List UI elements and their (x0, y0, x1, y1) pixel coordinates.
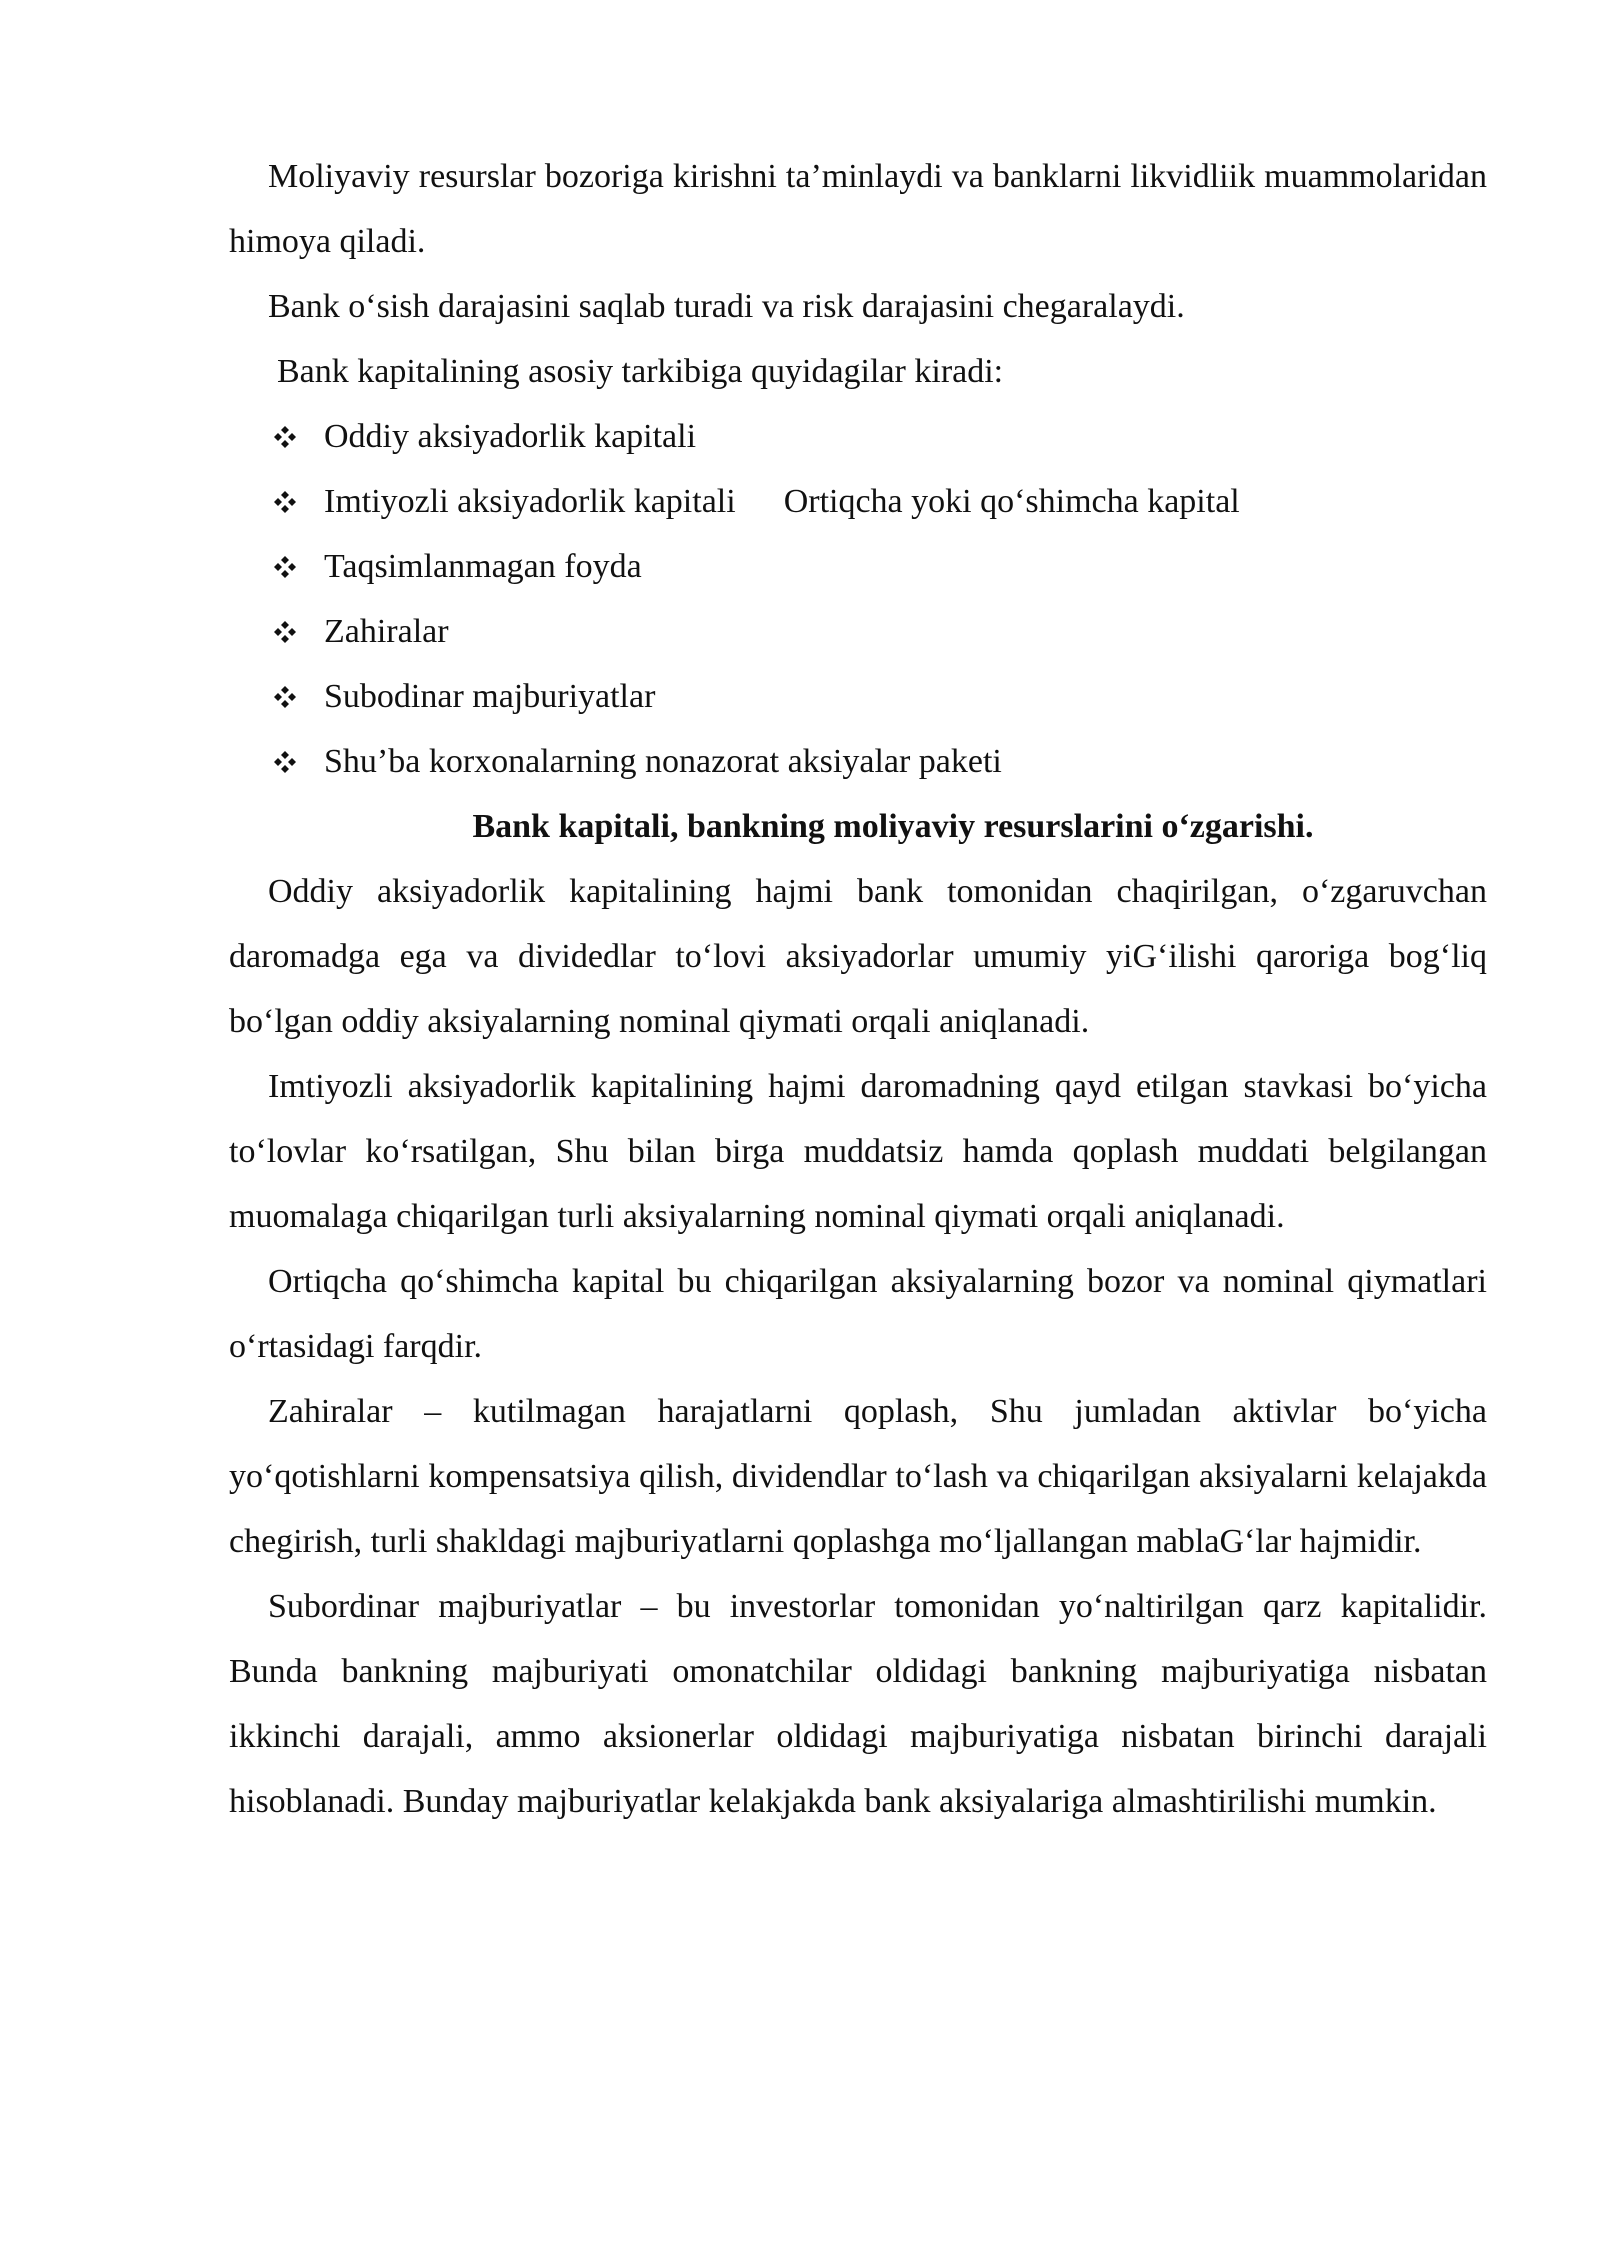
list-item-extra-text: Ortiqcha yoki qo‘shimcha kapital (783, 483, 1240, 520)
paragraph-capital-intro: Bank kapitalining asosiy tarkibiga quyidagilar kiradi: (277, 353, 1004, 390)
capital-components-list (229, 404, 1487, 794)
four-diamond-icon (268, 404, 302, 469)
page-content (229, 144, 1487, 1834)
list-item (229, 404, 1487, 469)
paragraph-reserves: Zahiralar – kutilmagan harajatlarni qoplash, Shu jumladan aktivlar bo‘yicha yo‘qotishlarni kompensatsiya qilish, dividendlar to‘lash va chiqarilgan aksiyalarni kelajakda chegirish, turli shakldagi majburiyatlarni qoplashga mo‘ljallangan mablaG‘lar hajmidir. (229, 1393, 1487, 1560)
paragraph-growth: Bank o‘sish darajasini saqlab turadi va risk darajasini chegaralaydi. (268, 288, 1185, 325)
list-item (229, 599, 1487, 664)
paragraph-subordinated-debt: Subordinar majburiyatlar – bu investorlar tomonidan yo‘naltirilgan qarz kapitalidir. Bunda bankning majburiyati omonatchilar oldidagi bankning majburiyatiga nisbatan ikkinchi darajali, ammo aksionerlar oldidagi majburiyatiga nisbatan birinchi darajali hisoblanadi. Bunday majburiyatlar kelakjakda bank aksiyalariga almashtirilishi mumkin. (229, 1588, 1487, 1820)
paragraph-surplus-capital: Ortiqcha qo‘shimcha kapital bu chiqarilgan aksiyalarning bozor va nominal qiymatlari o‘rtasidagi farqdir. (229, 1263, 1487, 1365)
list-item (229, 664, 1487, 729)
list-item-text: Shu’ba korxonalarning nonazorat aksiyalar paketi (324, 743, 1002, 780)
four-diamond-icon (268, 599, 302, 664)
paragraph-liquidity: Moliyaviy resurslar bozoriga kirishni ta’minlaydi va banklarni likvidliik muammolaridan himoya qiladi. (229, 158, 1487, 260)
list-item (229, 729, 1487, 794)
four-diamond-icon (268, 469, 302, 534)
list-item-text: Subodinar majburiyatlar (324, 678, 656, 715)
four-diamond-icon (268, 534, 302, 599)
four-diamond-icon (268, 729, 302, 794)
paragraph-preferred-stock: Imtiyozli aksiyadorlik kapitalining hajmi daromadning qayd etilgan stavkasi bo‘yicha to‘lovlar ko‘rsatilgan, Shu bilan birga muddatsiz hamda qoplash muddati belgilangan muomalaga chiqarilgan turli aksiyalarning nominal qiymati orqali aniqlanadi. (229, 1068, 1487, 1235)
list-item-text: Zahiralar (324, 613, 449, 650)
list-item (229, 469, 1487, 534)
list-item-text: Taqsimlanmagan foyda (324, 548, 642, 585)
four-diamond-icon (268, 664, 302, 729)
list-item-text: Oddiy aksiyadorlik kapitali (324, 418, 697, 455)
section-heading: Bank kapitali, bankning moliyaviy resurslarini o‘zgarishi. (472, 808, 1314, 845)
list-item-text: Imtiyozli aksiyadorlik kapitali (324, 483, 736, 520)
list-item (229, 534, 1487, 599)
paragraph-common-stock: Oddiy aksiyadorlik kapitalining hajmi bank tomonidan chaqirilgan, o‘zgaruvchan daromadga ega va dividedlar to‘lovi aksiyadorlar umumiy yiG‘ilishi qaroriga bog‘liq bo‘lgan oddiy aksiyalarning nominal qiymati orqali aniqlanadi. (229, 873, 1487, 1040)
